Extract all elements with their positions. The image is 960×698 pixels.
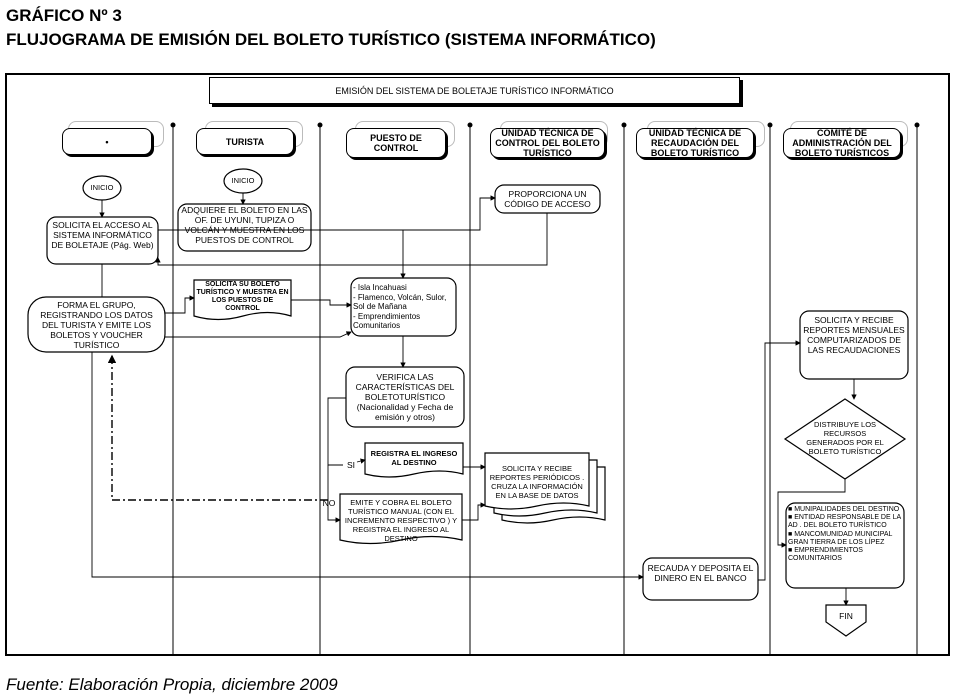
solicita-boleto-text: SOLICITA SU BOLETO TURÍSTICO Y MUESTRA EN LOS PUESTOS DE CONTROL [196,281,289,312]
emite-text: EMITE Y COBRA EL BOLETO TURÍSTICO MANUAL (CON EL INCREMENTO RESPECTIVO ) Y REGISTRA EL INGRESO AL DESTINO [344,498,458,543]
verifica-text: VERIFICA LAS CARACTERÍSTICAS DEL BOLETOTURÍSTICO (Nacionalidad y Fecha de emisión y otros) [355,372,455,422]
beneficiarios-list [788,506,903,563]
recauda-text: RECAUDA Y DEPOSITA EL DINERO EN EL BANCO [647,563,754,583]
si-label: SI [346,460,356,470]
registra-text: REGISTRA EL INGRESO AL DESTINO [370,449,458,467]
adquiere-text: ADQUIERE EL BOLETO EN LAS OF. DE UYUNI, TUPIZA O VOLCÁN Y MUESTRA EN LOS PUESTOS DE CONTROL [181,205,308,245]
connectors [92,193,854,605]
beneficiario-item-2: ■ ENTIDAD RESPONSABLE DE LA AD . DEL BOLETO TURÍSTICO [788,514,901,530]
figure-title: FLUJOGRAMA DE EMISIÓN DEL BOLETO TURÍSTICO (SISTEMA INFORMÁTICO) [6,30,656,49]
solicita-reportes-text: SOLICITA Y RECIBE REPORTES MENSUALES COMPUTARIZADOS DE LAS RECAUDACIONES [803,315,905,355]
forma-grupo-text: FORMA EL GRUPO, REGISTRANDO LOS DATOS DEL TURISTA Y EMITE LOS BOLETOS Y VOUCHER TURÍSTICO [40,300,153,350]
lane-header-unidad-recaudacion: UNIDAD TÉCNICA DE RECAUDACIÓN DEL BOLETO TURÍSTICO [636,128,754,158]
puestos-list [353,283,455,331]
start-label-2: INICIO [231,176,255,185]
no-label: NO [322,498,336,508]
lane-header-puesto-control: PUESTO DE CONTROL [346,128,446,158]
lane-header-turista: TURISTA [196,128,294,155]
solicita-acceso-text: SOLICITA EL ACCESO AL SISTEMA INFORMÁTICO DE BOLETAJE (Pág. Web) [51,220,154,250]
puesto-item-1: - Isla Incahuasi [353,283,407,292]
diagram-title: EMISIÓN DEL SISTEMA DE BOLETAJE TURÍSTICO INFORMÁTICO [209,77,740,104]
lane-header-unidad-control: UNIDAD TÉCNICA DE CONTROL DEL BOLETO TURÍSTICO [490,128,605,158]
start-label-1: INICIO [90,183,114,192]
lane-header-1: • [62,128,152,155]
puesto-item-3: - Emprendimientos Comunitarios [353,311,421,330]
beneficiario-item-4: ■ EMPRENDIMIENTOS COMUNITARIOS [788,547,863,563]
puesto-item-2: - Flamenco, Volcán, Sulor, Sol de Mañana [353,292,447,311]
beneficiario-item-3: ■ MANCOMUNIDAD MUNICIPAL GRAN TIERRA DE LOS LÍPEZ [788,530,893,546]
proporciona-text: PROPORCIONA UN CÓDIGO DE ACCESO [504,189,591,209]
flow-shapes [28,169,908,636]
solicita-recibe-text: SOLICITA Y RECIBE REPORTES PERIÓDICOS . CRUZA LA INFORMACIÓN EN LA BASE DE DATOS [489,464,585,500]
end-label: FIN [839,611,853,621]
distribuye-text: DISTRIBUYE LOS RECURSOS GENERADOS POR EL BOLETO TURÍSTICO [806,420,884,456]
source-note: Fuente: Elaboración Propia, diciembre 2009 [6,675,338,694]
beneficiario-item-1: ■ MUNIPALIDADES DEL DESTINO [788,506,900,513]
figure-label: GRÁFICO Nº 3 [6,6,122,25]
feedback-connector [112,356,328,500]
lane-header-comite: COMITÉ DE ADMINISTRACIÓN DEL BOLETO TURÍSTICOS [783,128,901,158]
